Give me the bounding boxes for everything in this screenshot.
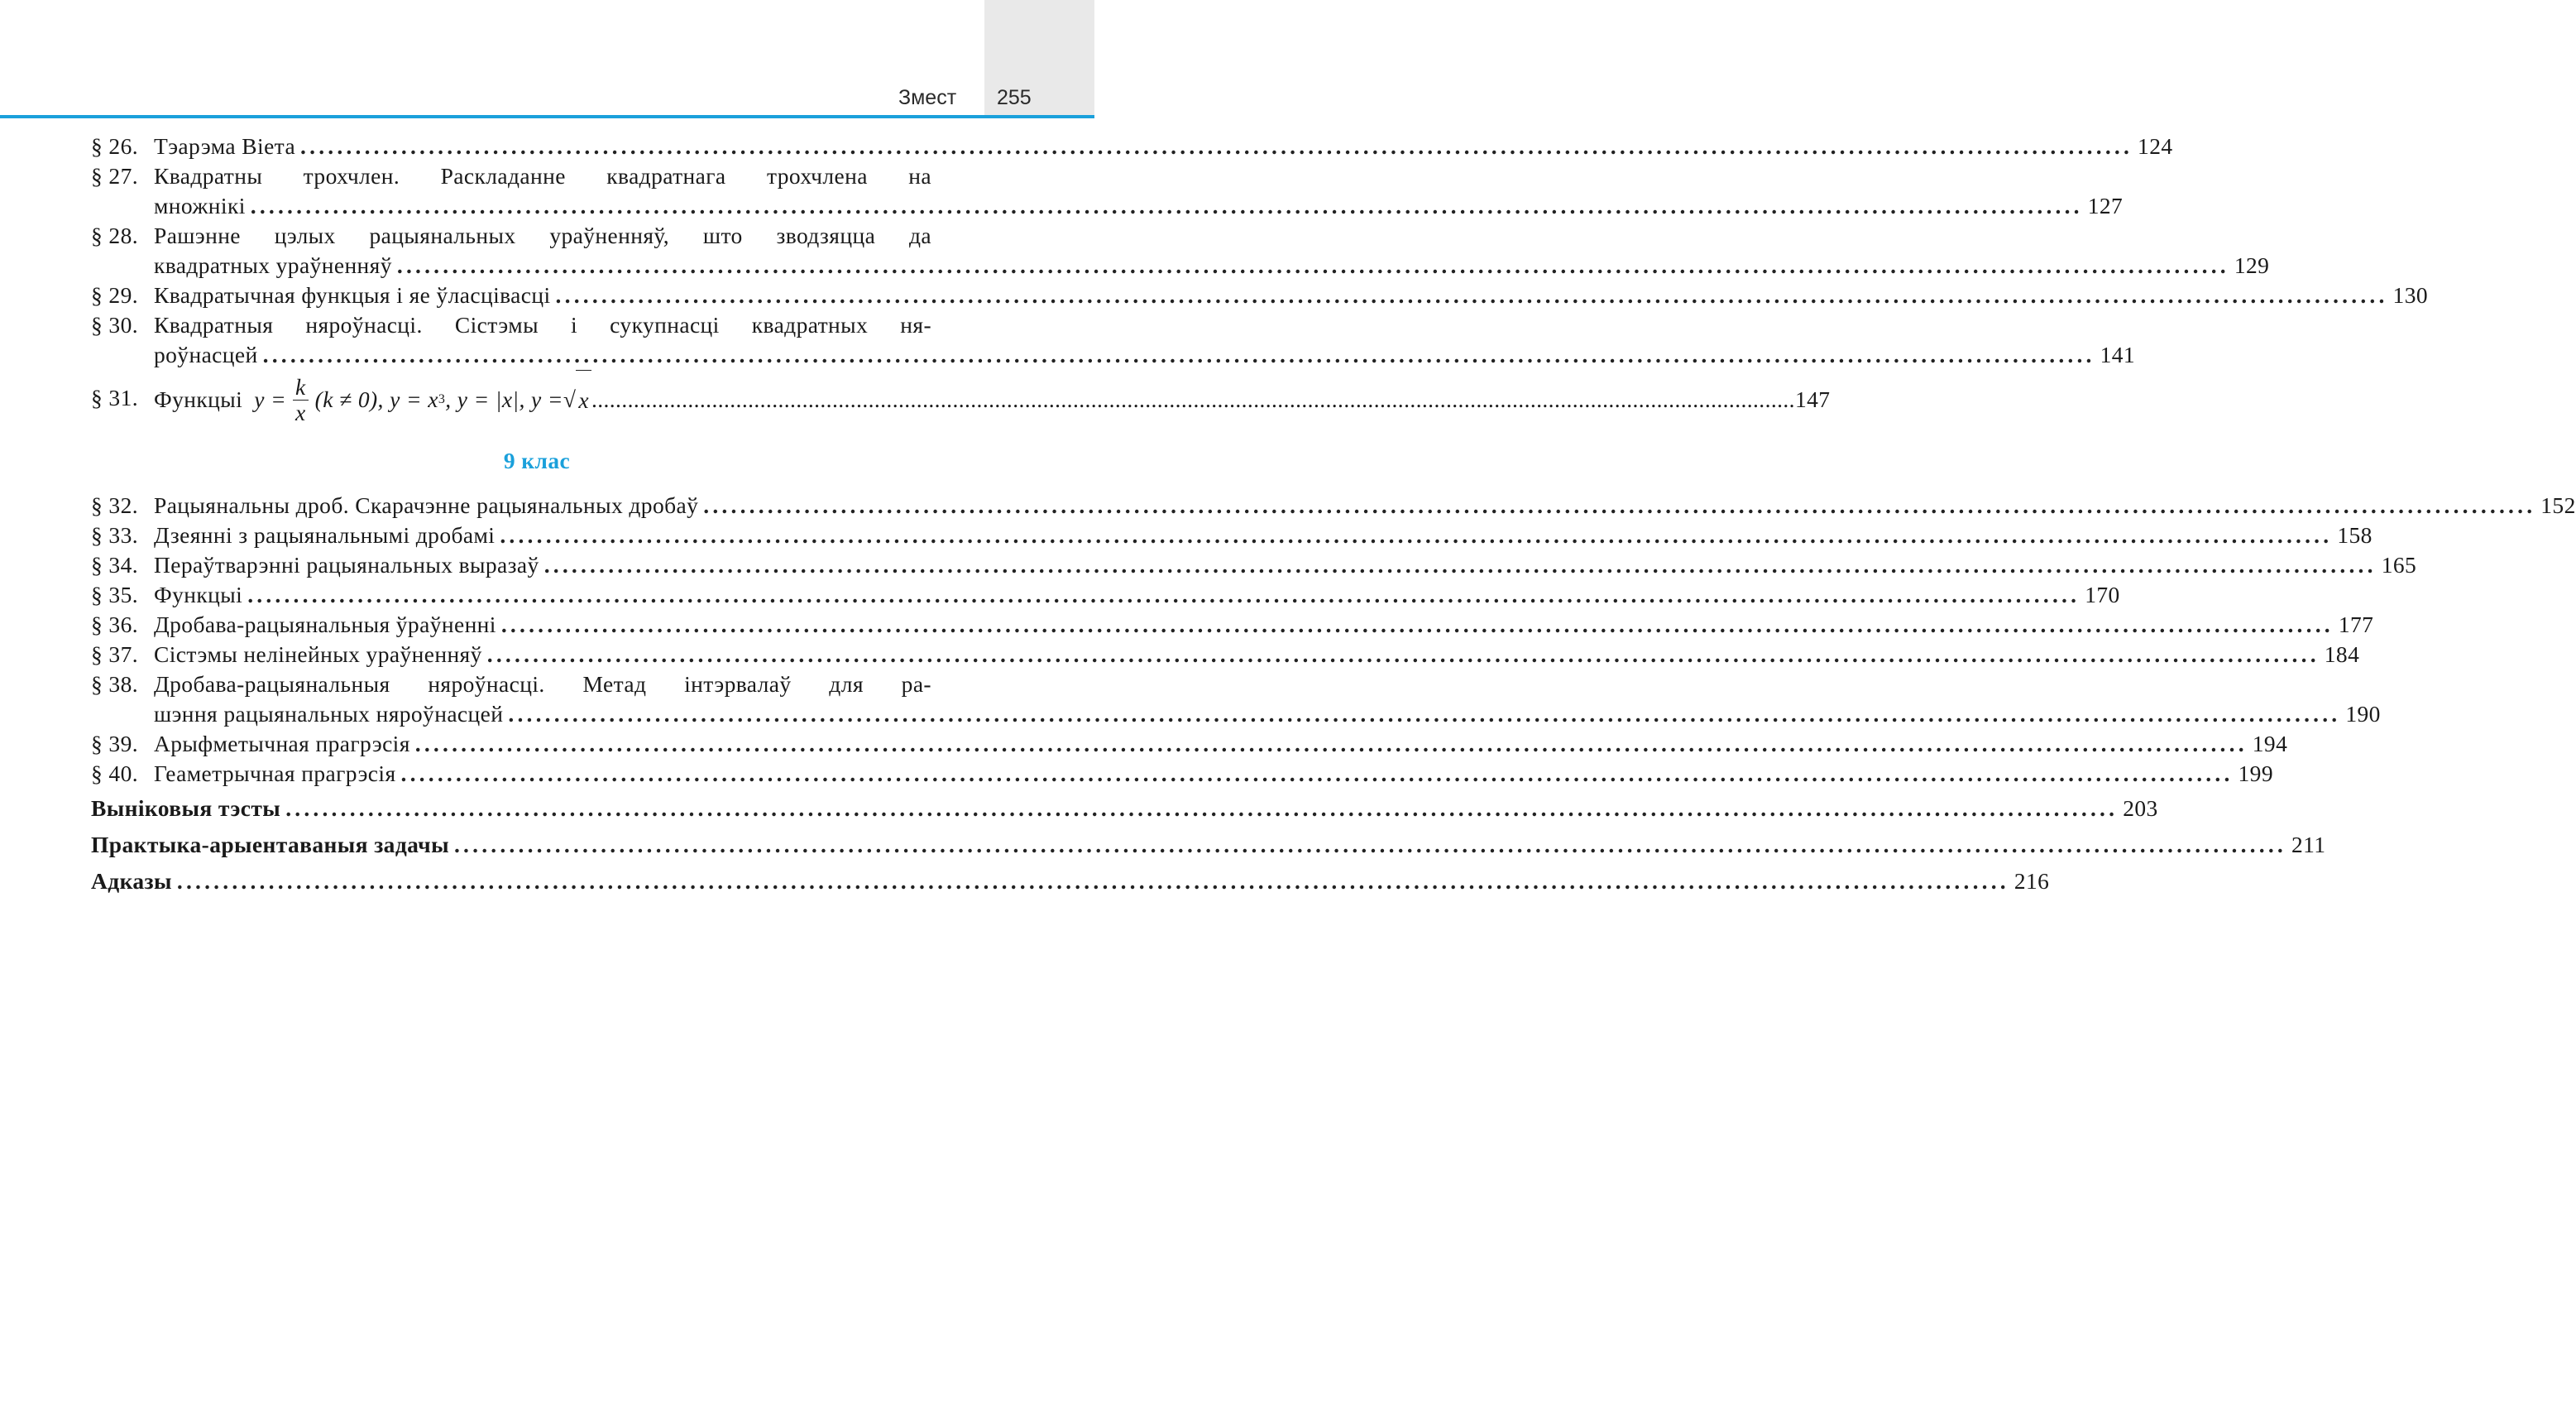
page-ref: 141 <box>2100 342 2136 367</box>
running-header-title: Змест <box>898 86 957 109</box>
toc-entry[interactable] <box>91 521 2373 550</box>
page-ref: 177 <box>2338 612 2374 637</box>
page-ref: 124 <box>2138 133 2173 159</box>
leader-dots: ........................................................................................................................................................................................................ <box>250 193 2083 218</box>
section-number: § 34. <box>91 552 138 578</box>
entry-title-line: Сістэмы нелінейных ураўненняў <box>154 641 482 667</box>
entry-title-line: Квадратычная функцыя і яе ўласцівасці <box>154 282 551 308</box>
leader-dots: ........................................................................................................................................................................................................ <box>500 522 2333 548</box>
page-ref: 152 <box>2540 492 2576 518</box>
entry-title: Функцыі <box>154 386 243 412</box>
header-rule <box>0 115 1094 118</box>
section-number: § 29. <box>91 282 138 308</box>
toc-entry[interactable] <box>91 827 2326 863</box>
formula-part: , y = |x|, <box>445 386 525 412</box>
toc-entry[interactable] <box>91 580 2120 610</box>
section-number: § 30. <box>91 312 138 338</box>
section-number: § 31. <box>91 385 138 410</box>
toc-entry[interactable] <box>91 310 2136 370</box>
entry-title-line: Пераўтварэнні рацыянальных выразаў <box>154 552 539 578</box>
leader-dots: ........................................................................................................................................................................................................ <box>247 582 2080 607</box>
section-number: § 40. <box>91 760 138 786</box>
leader-dots: ........................................................................................................................................................................................................ <box>396 252 2229 278</box>
toc-entry[interactable] <box>91 281 2428 310</box>
leader-dots: ........................................................................................................................................................................................................ <box>400 760 2234 786</box>
leader-dots: ........................................................................................................................................................................................................ <box>500 612 2334 637</box>
formula-part: (k ≠ 0), <box>314 386 384 412</box>
table-of-contents <box>91 132 2576 900</box>
formula-part: y = x <box>390 386 438 412</box>
toc-entry[interactable] <box>91 161 2124 221</box>
entry-title-line: шэння рацыянальных няроўнасцей <box>154 701 504 727</box>
entry-title: Адказы <box>91 868 172 894</box>
page-ref: 158 <box>2337 522 2373 548</box>
leader-dots: ........................................................................................................................................................................................................ <box>555 282 2388 308</box>
fraction-numerator: k <box>293 375 309 401</box>
leader-dots: ........................................................................................................................................................................................................ <box>591 386 1795 412</box>
entry-title-line: Тэарэма Віета <box>154 133 296 159</box>
leader-dots: ........................................................................................................................................................................................................ <box>453 832 2286 857</box>
entry-title-line: Дзеянні з рацыянальнымі дробамі <box>154 522 496 548</box>
section-number: § 28. <box>91 223 138 248</box>
grade-heading: 9 клас <box>503 448 571 473</box>
page-number: 255 <box>997 86 1032 109</box>
section-number: § 26. <box>91 133 138 159</box>
toc-group-grade-9 <box>91 491 2576 789</box>
page-ref: 170 <box>2085 582 2120 607</box>
fraction-denominator: x <box>295 399 306 425</box>
entry-title-line: квадратных ураўненняў <box>154 252 392 278</box>
leader-dots: ........................................................................................................................................................................................................ <box>300 133 2133 159</box>
section-number: § 27. <box>91 163 138 189</box>
toc-entry[interactable] <box>91 221 2270 281</box>
toc-entry[interactable] <box>91 790 2158 827</box>
page-ref: 216 <box>2013 868 2050 894</box>
toc-entry[interactable] <box>91 640 2360 669</box>
section-number: § 39. <box>91 731 138 756</box>
leader-dots: ........................................................................................................................................................................................................ <box>176 868 2009 894</box>
formula-part: y = <box>531 386 563 412</box>
entry-title-line: Функцыі <box>154 582 243 607</box>
toc-group-appendix <box>91 790 2326 900</box>
section-number: § 38. <box>91 671 138 697</box>
section-number: § 33. <box>91 522 138 548</box>
toc-entry-31[interactable] <box>91 370 1831 429</box>
leader-dots: ........................................................................................................................................................................................................ <box>703 492 2536 518</box>
section-number: § 36. <box>91 612 138 637</box>
fraction <box>293 375 309 425</box>
page-ref: 194 <box>2252 731 2288 756</box>
section-number: § 37. <box>91 641 138 667</box>
page-ref: 184 <box>2324 641 2360 667</box>
toc-entry[interactable] <box>91 729 2288 759</box>
toc-entry[interactable] <box>91 132 2173 161</box>
toc-entry[interactable] <box>91 759 2273 789</box>
page-ref: 130 <box>2392 282 2428 308</box>
entry-title-line: Квадратныя няроўнасці. Сістэмы і сукупнасці квадратных ня- <box>154 312 931 338</box>
leader-dots: ........................................................................................................................................................................................................ <box>262 342 2095 367</box>
entry-title-line: Квадратны трохчлен. Раскладанне квадратнага трохчлена на <box>154 163 931 189</box>
page-ref: 147 <box>1794 386 1831 412</box>
entry-title-line: Дробава-рацыянальныя ўраўненні <box>154 612 496 637</box>
page-ref: 203 <box>2123 795 2158 821</box>
entry-title-line: роўнасцей <box>154 342 258 367</box>
page-ref: 211 <box>2291 832 2326 857</box>
page-ref: 129 <box>2234 252 2270 278</box>
formula-exponent: 3 <box>438 392 446 406</box>
toc-entry[interactable] <box>91 863 2050 900</box>
entry-title-line: Геаметрычная прагрэсія <box>154 760 396 786</box>
toc-entry[interactable] <box>91 550 2417 580</box>
page-ref: 190 <box>2345 701 2381 727</box>
leader-dots: ........................................................................................................................................................................................................ <box>508 701 2341 727</box>
toc-entry[interactable] <box>91 610 2374 640</box>
entry-title: Практыка-арыентаваныя задачы <box>91 832 449 857</box>
section-number: § 32. <box>91 492 138 518</box>
entry-title-line: Дробава-рацыянальныя няроўнасці. Метад інтэрвалаў для ра- <box>154 671 931 697</box>
section-number: § 35. <box>91 582 138 607</box>
toc-entry[interactable] <box>91 669 2381 729</box>
leader-dots: ........................................................................................................................................................................................................ <box>486 641 2320 667</box>
page-ref: 199 <box>2238 760 2273 786</box>
formula <box>254 370 591 430</box>
formula-part: y = <box>254 386 287 412</box>
leader-dots: ........................................................................................................................................................................................................ <box>414 731 2248 756</box>
entry-title-line: множнікі <box>154 193 246 218</box>
sqrt-radicand: x <box>576 370 591 430</box>
leader-dots: ........................................................................................................................................................................................................ <box>285 795 2119 821</box>
entry-title-line: Рашэнне цэлых рацыянальных ураўненняў, што зводзяцца да <box>154 223 931 248</box>
page-ref: 165 <box>2381 552 2417 578</box>
leader-dots: ........................................................................................................................................................................................................ <box>543 552 2377 578</box>
sqrt-sign: √ <box>563 386 577 412</box>
entry-title: Выніковыя тэсты <box>91 795 281 821</box>
entry-title-line: Рацыянальны дроб. Скарачэнне рацыянальных дробаў <box>154 492 699 518</box>
toc-entry[interactable] <box>91 491 2576 521</box>
page-ref: 127 <box>2087 193 2124 218</box>
toc-group-grade-8 <box>91 132 2428 370</box>
entry-title-line: Арыфметычная прагрэсія <box>154 731 410 756</box>
